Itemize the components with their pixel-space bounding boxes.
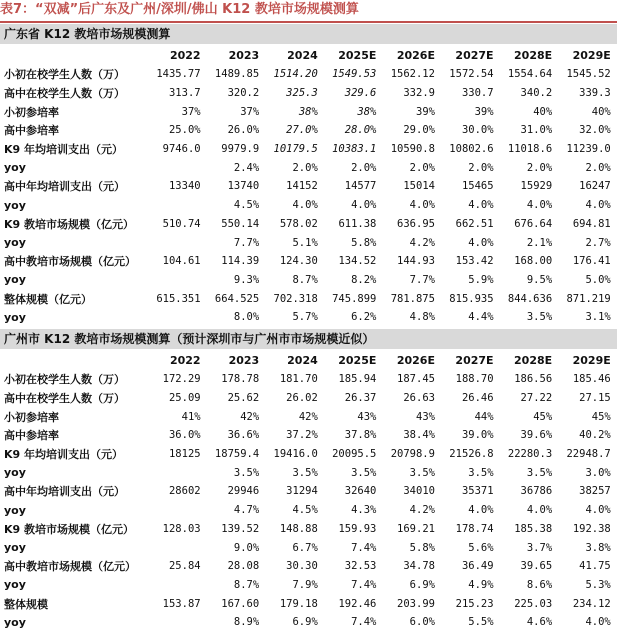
data-cell: 36.49 bbox=[461, 560, 494, 573]
data-cell: 13740 bbox=[227, 180, 260, 193]
data-cell: 176.41 bbox=[572, 255, 611, 268]
yoy-row bbox=[0, 196, 617, 215]
data-cell: 7.4% bbox=[351, 541, 377, 554]
data-cell: 45% bbox=[533, 410, 553, 423]
data-cell: 2.0% bbox=[351, 161, 377, 174]
data-cell: 178.74 bbox=[455, 522, 494, 535]
data-cell: 1562.12 bbox=[390, 68, 435, 81]
data-cell: 148.88 bbox=[279, 522, 318, 535]
year-header-cell: 2024 bbox=[287, 48, 318, 62]
data-cell: 11018.6 bbox=[507, 143, 553, 156]
data-cell: 4.0% bbox=[526, 504, 553, 517]
data-cell: 636.95 bbox=[397, 217, 435, 230]
data-cell: 4.2% bbox=[409, 504, 435, 517]
row-label: 小初参培率 bbox=[4, 410, 59, 424]
row-label: 小初参培率 bbox=[4, 105, 59, 119]
data-cell: 187.45 bbox=[397, 373, 435, 386]
data-cell: 225.03 bbox=[514, 597, 553, 610]
data-cell: 37.2% bbox=[286, 429, 318, 442]
data-cell: 32640 bbox=[344, 485, 377, 498]
data-cell: 167.60 bbox=[221, 597, 260, 610]
data-cell: 40% bbox=[591, 105, 611, 118]
yoy-row bbox=[0, 271, 617, 290]
year-header-cell: 2022 bbox=[169, 48, 201, 62]
data-cell: 25.62 bbox=[227, 392, 260, 405]
data-cell: 26.0% bbox=[227, 124, 260, 137]
data-cell: 169.21 bbox=[397, 522, 435, 535]
year-header-cell: 2022 bbox=[169, 353, 201, 367]
data-cell: 2.0% bbox=[526, 161, 553, 174]
data-cell: 27.22 bbox=[520, 392, 553, 405]
data-cell: 4.0% bbox=[351, 199, 377, 212]
data-cell: 5.3% bbox=[585, 578, 611, 591]
data-cell: 27.15 bbox=[579, 392, 611, 405]
data-cell: 25.0% bbox=[168, 124, 201, 137]
data-cell: 38% bbox=[298, 105, 318, 118]
data-cell: 26.37 bbox=[344, 392, 377, 405]
yoy-row bbox=[0, 538, 617, 557]
yoy-row bbox=[0, 501, 617, 520]
row-label: K9 年均培训支出（元） bbox=[4, 143, 124, 157]
table-row bbox=[0, 102, 617, 121]
data-cell: 15014 bbox=[403, 180, 435, 193]
data-cell: 9.5% bbox=[526, 273, 553, 286]
row-label: yoy bbox=[4, 541, 26, 555]
row-label: yoy bbox=[4, 198, 26, 212]
data-cell: 37% bbox=[181, 105, 201, 118]
table-row bbox=[0, 140, 617, 159]
data-cell: 144.93 bbox=[397, 255, 435, 268]
data-cell: 6.2% bbox=[351, 311, 377, 324]
data-cell: 3.5% bbox=[526, 311, 553, 324]
data-cell: 38% bbox=[357, 105, 377, 118]
row-label: 整体规模（亿元） bbox=[4, 292, 92, 306]
data-cell: 20798.9 bbox=[390, 448, 435, 461]
yoy-row bbox=[0, 158, 617, 177]
table-title: 表7：“双减”后广东及广州/深圳/佛山 K12 教培市场规模测算 bbox=[0, 2, 359, 17]
data-cell: 139.52 bbox=[221, 522, 260, 535]
data-cell: 8.2% bbox=[351, 273, 377, 286]
data-cell: 124.30 bbox=[279, 255, 318, 268]
data-cell: 19416.0 bbox=[273, 448, 318, 461]
data-cell: 1514.20 bbox=[273, 68, 318, 81]
data-cell: 815.935 bbox=[449, 292, 494, 305]
table-row bbox=[0, 177, 617, 196]
data-cell: 31.0% bbox=[520, 124, 553, 137]
data-cell: 8.7% bbox=[292, 273, 318, 286]
data-cell: 38.4% bbox=[403, 429, 435, 442]
data-cell: 181.70 bbox=[279, 373, 318, 386]
data-cell: 2.0% bbox=[468, 161, 494, 174]
year-header-cell: 2026E bbox=[396, 48, 435, 62]
data-cell: 36.6% bbox=[227, 429, 260, 442]
yoy-row bbox=[0, 463, 617, 482]
data-cell: 5.9% bbox=[468, 273, 494, 286]
data-cell: 14152 bbox=[286, 180, 318, 193]
data-cell: 7.4% bbox=[351, 616, 377, 629]
data-cell: 28.08 bbox=[227, 560, 260, 573]
data-cell: 21526.8 bbox=[449, 448, 494, 461]
data-cell: 2.0% bbox=[409, 161, 435, 174]
data-cell: 15465 bbox=[461, 180, 494, 193]
data-cell: 27.0% bbox=[286, 124, 318, 137]
table-row bbox=[0, 370, 617, 389]
row-label: yoy bbox=[4, 466, 26, 480]
data-cell: 3.5% bbox=[526, 466, 553, 479]
data-cell: 5.6% bbox=[468, 541, 494, 554]
data-cell: 8.7% bbox=[233, 578, 260, 591]
data-cell: 45% bbox=[591, 410, 611, 423]
table-row bbox=[0, 252, 617, 271]
data-cell: 185.94 bbox=[338, 373, 377, 386]
year-header-cell: 2029E bbox=[572, 353, 611, 367]
data-cell: 844.636 bbox=[507, 292, 553, 305]
data-cell: 4.0% bbox=[468, 199, 494, 212]
table-row bbox=[0, 557, 617, 576]
data-cell: 10383.1 bbox=[332, 143, 377, 156]
row-label: yoy bbox=[4, 161, 26, 175]
data-cell: 14577 bbox=[344, 180, 377, 193]
data-cell: 615.351 bbox=[156, 292, 201, 305]
data-cell: 26.63 bbox=[403, 392, 435, 405]
year-header-cell: 2026E bbox=[396, 353, 435, 367]
data-cell: 2.0% bbox=[292, 161, 318, 174]
data-cell: 114.39 bbox=[221, 255, 260, 268]
data-cell: 186.56 bbox=[514, 373, 553, 386]
data-cell: 39.0% bbox=[461, 429, 494, 442]
data-cell: 42% bbox=[298, 410, 318, 423]
data-cell: 2.1% bbox=[526, 236, 553, 249]
table-row bbox=[0, 520, 617, 539]
row-label: 高中教培市场规模（亿元） bbox=[4, 255, 136, 269]
table-row bbox=[0, 289, 617, 308]
data-cell: 871.219 bbox=[566, 292, 611, 305]
yoy-row bbox=[0, 233, 617, 252]
data-cell: 3.0% bbox=[585, 466, 611, 479]
data-cell: 6.0% bbox=[409, 616, 435, 629]
guangdong-table bbox=[0, 45, 617, 327]
data-cell: 3.1% bbox=[585, 311, 611, 324]
yoy-row bbox=[0, 576, 617, 595]
data-cell: 9979.9 bbox=[221, 143, 260, 156]
row-label: 整体规模 bbox=[4, 597, 48, 611]
row-label: 高中在校学生人数（万） bbox=[4, 392, 125, 406]
data-cell: 30.0% bbox=[461, 124, 494, 137]
data-cell: 5.8% bbox=[409, 541, 435, 554]
data-cell: 1435.77 bbox=[156, 68, 201, 81]
data-cell: 37.8% bbox=[344, 429, 377, 442]
year-header-cell: 2023 bbox=[228, 48, 260, 62]
data-cell: 32.53 bbox=[344, 560, 377, 573]
data-cell: 15929 bbox=[520, 180, 553, 193]
data-cell: 5.7% bbox=[292, 311, 318, 324]
table-row bbox=[0, 389, 617, 408]
data-cell: 34010 bbox=[403, 485, 435, 498]
data-cell: 313.7 bbox=[168, 87, 201, 100]
data-cell: 676.64 bbox=[514, 217, 553, 230]
data-cell: 40.2% bbox=[579, 429, 611, 442]
data-cell: 5.8% bbox=[351, 236, 377, 249]
data-cell: 32.0% bbox=[579, 124, 611, 137]
row-label: 小初在校学生人数（万） bbox=[4, 373, 125, 387]
table-row bbox=[0, 407, 617, 426]
data-cell: 28602 bbox=[168, 485, 201, 498]
data-cell: 4.8% bbox=[409, 311, 435, 324]
data-cell: 4.5% bbox=[233, 199, 260, 212]
data-cell: 3.5% bbox=[292, 466, 318, 479]
yoy-row bbox=[0, 308, 617, 327]
data-cell: 6.9% bbox=[292, 616, 318, 629]
data-cell: 7.7% bbox=[233, 236, 260, 249]
data-cell: 44% bbox=[474, 410, 494, 423]
data-cell: 4.4% bbox=[468, 311, 494, 324]
data-cell: 332.9 bbox=[403, 87, 435, 100]
data-cell: 329.6 bbox=[344, 87, 377, 100]
data-cell: 3.8% bbox=[585, 541, 611, 554]
data-cell: 29946 bbox=[227, 485, 260, 498]
row-label: yoy bbox=[4, 578, 26, 592]
row-label: yoy bbox=[4, 503, 26, 517]
data-cell: 578.02 bbox=[279, 217, 318, 230]
year-header-cell: 2027E bbox=[455, 48, 494, 62]
data-cell: 702.318 bbox=[273, 292, 318, 305]
table-row bbox=[0, 215, 617, 234]
data-cell: 8.9% bbox=[233, 616, 260, 629]
data-cell: 153.42 bbox=[455, 255, 494, 268]
data-cell: 4.0% bbox=[468, 504, 494, 517]
data-cell: 18125 bbox=[168, 448, 201, 461]
table-row bbox=[0, 121, 617, 140]
data-cell: 2.7% bbox=[585, 236, 611, 249]
row-label: K9 教培市场规模（亿元） bbox=[4, 217, 135, 231]
row-label: 高中在校学生人数（万） bbox=[4, 87, 125, 101]
data-cell: 325.3 bbox=[286, 87, 318, 100]
guangzhou-table bbox=[0, 350, 617, 632]
data-cell: 662.51 bbox=[455, 217, 494, 230]
data-cell: 192.38 bbox=[572, 522, 611, 535]
data-cell: 3.7% bbox=[526, 541, 553, 554]
year-header-cell: 2027E bbox=[455, 353, 494, 367]
table-row bbox=[0, 594, 617, 613]
data-cell: 168.00 bbox=[514, 255, 553, 268]
data-cell: 153.87 bbox=[162, 597, 201, 610]
data-cell: 9.3% bbox=[233, 273, 260, 286]
data-cell: 31294 bbox=[286, 485, 318, 498]
title-underline bbox=[0, 21, 617, 23]
data-cell: 128.03 bbox=[162, 522, 201, 535]
data-cell: 234.12 bbox=[572, 597, 611, 610]
data-cell: 3.5% bbox=[468, 466, 494, 479]
data-cell: 10179.5 bbox=[273, 143, 318, 156]
data-cell: 25.09 bbox=[168, 392, 201, 405]
data-cell: 7.9% bbox=[292, 578, 318, 591]
year-header-cell: 2028E bbox=[514, 48, 553, 62]
table-row bbox=[0, 84, 617, 103]
yoy-row bbox=[0, 613, 617, 632]
data-cell: 4.6% bbox=[526, 616, 553, 629]
data-cell: 510.74 bbox=[162, 217, 201, 230]
data-cell: 694.81 bbox=[572, 217, 611, 230]
data-cell: 6.9% bbox=[409, 578, 435, 591]
data-cell: 39.6% bbox=[520, 429, 553, 442]
data-cell: 36786 bbox=[520, 485, 553, 498]
row-label: K9 年均培训支出（元） bbox=[4, 448, 124, 462]
data-cell: 41% bbox=[181, 410, 201, 423]
data-cell: 40% bbox=[533, 105, 553, 118]
data-cell: 10590.8 bbox=[390, 143, 435, 156]
data-cell: 104.61 bbox=[162, 255, 201, 268]
data-cell: 4.0% bbox=[526, 199, 553, 212]
year-header-cell: 2029E bbox=[572, 48, 611, 62]
year-header-cell: 2025E bbox=[338, 48, 377, 62]
data-cell: 25.84 bbox=[168, 560, 201, 573]
data-cell: 26.46 bbox=[461, 392, 494, 405]
data-cell: 29.0% bbox=[403, 124, 435, 137]
data-cell: 43% bbox=[416, 410, 435, 423]
table-row bbox=[0, 482, 617, 501]
data-cell: 1545.52 bbox=[566, 68, 611, 81]
data-cell: 339.3 bbox=[579, 87, 611, 100]
data-cell: 4.7% bbox=[233, 504, 260, 517]
data-cell: 1489.85 bbox=[214, 68, 260, 81]
data-cell: 781.875 bbox=[390, 292, 435, 305]
data-cell: 42% bbox=[240, 410, 260, 423]
data-cell: 192.46 bbox=[338, 597, 377, 610]
row-label: 高中参培率 bbox=[4, 124, 59, 138]
year-header-cell: 2028E bbox=[514, 353, 553, 367]
data-cell: 36.0% bbox=[168, 429, 201, 442]
data-cell: 320.2 bbox=[227, 87, 260, 100]
data-cell: 41.75 bbox=[579, 560, 611, 573]
data-cell: 3.5% bbox=[351, 466, 377, 479]
data-cell: 1572.54 bbox=[449, 68, 494, 81]
section-header-guangdong: 广东省 K12 教培市场规模测算 bbox=[0, 24, 617, 44]
data-cell: 185.46 bbox=[572, 373, 611, 386]
table-row bbox=[0, 65, 617, 84]
data-cell: 7.4% bbox=[351, 578, 377, 591]
data-cell: 37% bbox=[240, 105, 260, 118]
row-label: yoy bbox=[4, 236, 26, 250]
year-header-cell: 2023 bbox=[228, 353, 260, 367]
data-cell: 1549.53 bbox=[332, 68, 377, 81]
data-cell: 4.2% bbox=[409, 236, 435, 249]
data-cell: 34.78 bbox=[403, 560, 435, 573]
table-row bbox=[0, 426, 617, 445]
data-cell: 39% bbox=[474, 105, 494, 118]
data-cell: 4.0% bbox=[585, 199, 611, 212]
data-cell: 9746.0 bbox=[162, 143, 201, 156]
year-header-row bbox=[0, 350, 617, 370]
row-label: 高中年均培训支出（元） bbox=[4, 485, 125, 499]
data-cell: 4.0% bbox=[468, 236, 494, 249]
data-cell: 4.0% bbox=[292, 199, 318, 212]
data-cell: 215.23 bbox=[455, 597, 494, 610]
row-label: K9 教培市场规模（亿元） bbox=[4, 522, 135, 536]
data-cell: 2.0% bbox=[585, 161, 611, 174]
data-cell: 18759.4 bbox=[214, 448, 260, 461]
data-cell: 4.5% bbox=[292, 504, 318, 517]
data-cell: 43% bbox=[357, 410, 377, 423]
data-cell: 4.0% bbox=[585, 504, 611, 517]
year-header-row bbox=[0, 45, 617, 65]
data-cell: 39% bbox=[416, 105, 435, 118]
data-cell: 330.7 bbox=[461, 87, 494, 100]
data-cell: 611.38 bbox=[338, 217, 377, 230]
data-cell: 4.0% bbox=[409, 199, 435, 212]
data-cell: 4.0% bbox=[585, 616, 611, 629]
data-cell: 745.899 bbox=[332, 292, 377, 305]
data-cell: 134.52 bbox=[338, 255, 377, 268]
data-cell: 16247 bbox=[579, 180, 611, 193]
data-cell: 4.9% bbox=[468, 578, 494, 591]
data-cell: 39.65 bbox=[520, 560, 553, 573]
data-cell: 1554.64 bbox=[507, 68, 553, 81]
data-cell: 8.0% bbox=[233, 311, 260, 324]
year-header-cell: 2024 bbox=[287, 353, 318, 367]
data-cell: 20095.5 bbox=[332, 448, 377, 461]
data-cell: 22280.3 bbox=[507, 448, 553, 461]
data-cell: 203.99 bbox=[397, 597, 435, 610]
data-cell: 179.18 bbox=[279, 597, 318, 610]
data-cell: 5.0% bbox=[585, 273, 611, 286]
data-cell: 28.0% bbox=[344, 124, 377, 137]
data-cell: 178.78 bbox=[221, 373, 260, 386]
year-header-cell: 2025E bbox=[338, 353, 377, 367]
data-cell: 22948.7 bbox=[566, 448, 611, 461]
section-header-guangzhou: 广州市 K12 教培市场规模测算（预计深圳市与广州市市场规模近似） bbox=[0, 329, 617, 349]
row-label: 高中年均培训支出（元） bbox=[4, 180, 125, 194]
data-cell: 9.0% bbox=[233, 541, 260, 554]
data-cell: 6.7% bbox=[292, 541, 318, 554]
row-label: yoy bbox=[4, 310, 26, 324]
data-cell: 185.38 bbox=[514, 522, 553, 535]
data-cell: 4.3% bbox=[351, 504, 377, 517]
data-cell: 550.14 bbox=[221, 217, 260, 230]
data-cell: 10802.6 bbox=[449, 143, 494, 156]
table-row bbox=[0, 445, 617, 464]
data-cell: 13340 bbox=[168, 180, 201, 193]
data-cell: 159.93 bbox=[338, 522, 377, 535]
data-cell: 3.5% bbox=[409, 466, 435, 479]
data-cell: 5.1% bbox=[292, 236, 318, 249]
data-cell: 3.5% bbox=[233, 466, 260, 479]
data-cell: 188.70 bbox=[455, 373, 494, 386]
data-cell: 35371 bbox=[461, 485, 494, 498]
data-cell: 38257 bbox=[579, 485, 611, 498]
row-label: 高中参培率 bbox=[4, 429, 59, 443]
data-cell: 340.2 bbox=[520, 87, 553, 100]
row-label: 高中教培市场规模（亿元） bbox=[4, 560, 136, 574]
row-label: 小初在校学生人数（万） bbox=[4, 68, 125, 82]
row-label: yoy bbox=[4, 273, 26, 287]
data-cell: 5.5% bbox=[468, 616, 494, 629]
data-cell: 7.7% bbox=[409, 273, 435, 286]
row-label: yoy bbox=[4, 615, 26, 629]
data-cell: 2.4% bbox=[233, 161, 260, 174]
data-cell: 8.6% bbox=[526, 578, 553, 591]
data-cell: 664.525 bbox=[214, 292, 260, 305]
data-cell: 30.30 bbox=[286, 560, 318, 573]
data-cell: 172.29 bbox=[162, 373, 201, 386]
data-cell: 11239.0 bbox=[566, 143, 611, 156]
data-cell: 26.02 bbox=[286, 392, 318, 405]
